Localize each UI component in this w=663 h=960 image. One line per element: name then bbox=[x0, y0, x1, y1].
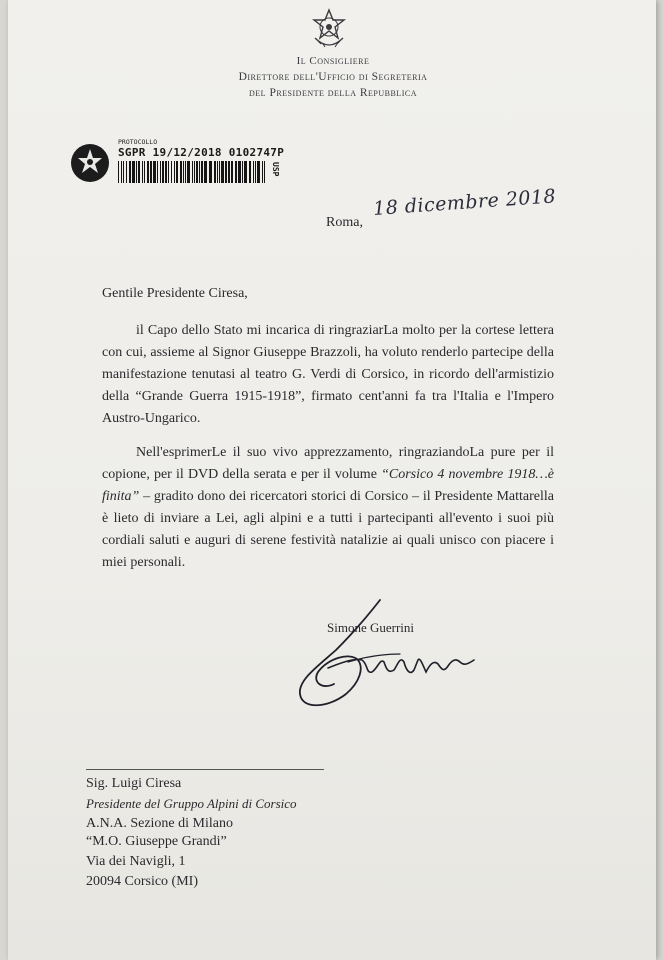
salutation: Gentile Presidente Ciresa, bbox=[102, 286, 248, 301]
book-title: “Corsico 4 novembre 1918…è finita” bbox=[102, 467, 555, 504]
recipient-title: Presidente del Gruppo Alpini di Corsico bbox=[86, 796, 297, 811]
protocol-code: SGPR 19/12/2018 0102747P bbox=[118, 146, 285, 159]
recipient-name: Sig. Luigi Ciresa bbox=[86, 776, 182, 791]
header-presidency: del Presidente della Repubblica bbox=[249, 87, 417, 99]
stamp-label: PROTOCOLLO bbox=[118, 138, 158, 146]
body-paragraph-2 bbox=[102, 442, 554, 574]
protocol-stamp bbox=[70, 140, 285, 188]
letter-page bbox=[8, 0, 656, 960]
recipient-street: Via dei Navigli, 1 bbox=[86, 854, 186, 869]
recipient-group: “M.O. Giuseppe Grandi” bbox=[86, 834, 227, 849]
recipient-section: A.N.A. Sezione di Milano bbox=[86, 816, 233, 831]
handwritten-signature bbox=[288, 598, 488, 716]
stamp-suffix: USP bbox=[271, 162, 280, 177]
italian-republic-emblem-icon bbox=[309, 8, 349, 52]
address-divider bbox=[86, 769, 324, 770]
paragraph-2-text-b: – gradito dono dei ricercatori storici di Corsico – il Presidente Mattarella è lieto di inviare a Lei, agli alpini e a tutti i partecipanti all'evento i suoi più cordiali saluti e auguri di serene festività natalizie ai quali unisco con piacere i miei personali. bbox=[102, 489, 554, 570]
recipient-city: 20094 Corsico (MI) bbox=[86, 874, 198, 889]
body-paragraph-1: il Capo dello Stato mi incarica di ringraziarLa molto per la cortese lettera con cui, assieme al Signor Giuseppe Brazzoli, ha voluto renderlo partecipe della manifestazione tenutasi al teatro G. Verdi di Corsico, in ricordo dell'armistizio della “Grande Guerra 1915-1918”, firmato cent'anni fa tra l'Italia e l'Impero Austro-Ungarico. bbox=[102, 323, 554, 426]
place-label: Roma, bbox=[326, 215, 363, 230]
header-office: Direttore dell'Ufficio di Segreteria bbox=[238, 71, 428, 83]
signatory-name: Simone Guerrini bbox=[327, 620, 415, 635]
handwritten-date: 18 dicembre 2018 bbox=[372, 185, 557, 220]
stamp-emblem-icon bbox=[70, 143, 110, 183]
header-title: Il Consigliere bbox=[296, 55, 370, 67]
barcode bbox=[118, 161, 268, 183]
paragraph-2-text-a: Nell'esprimerLe il suo vivo apprezzamento, ringraziandoLa pure per il copione, per il DVD della serata e per il volume bbox=[102, 445, 554, 482]
